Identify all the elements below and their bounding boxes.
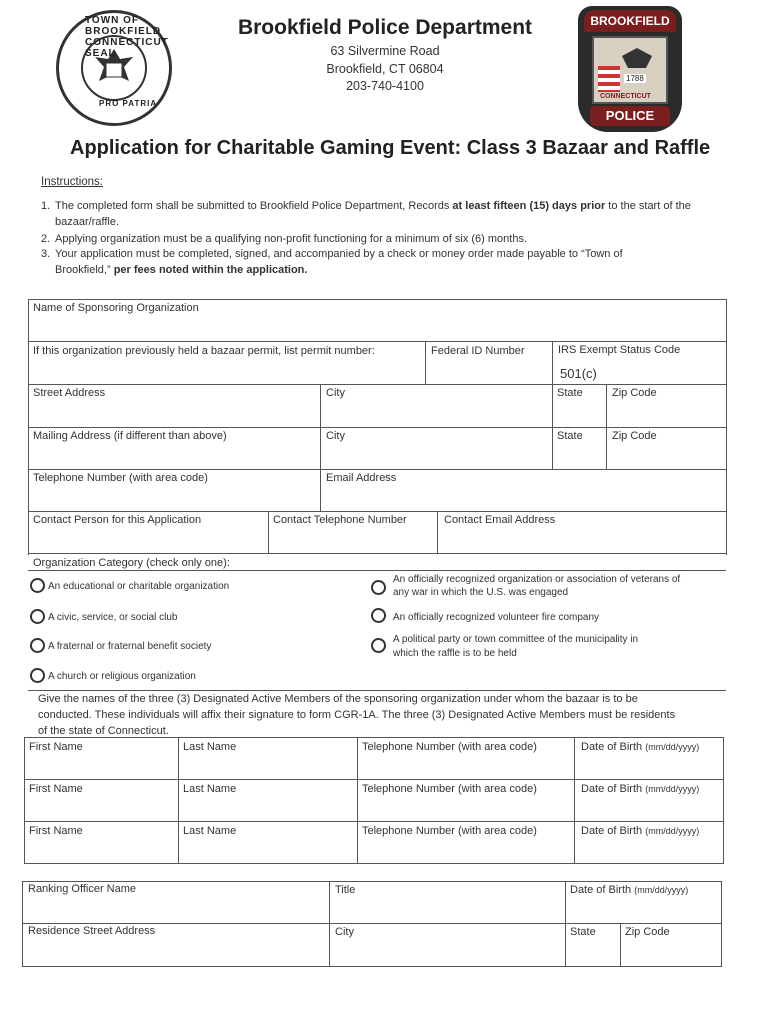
badge-top-text: BROOKFIELD: [584, 10, 676, 32]
rule: [22, 881, 722, 882]
rule: [565, 881, 566, 967]
rule: [606, 384, 607, 469]
category-option-label-cont: any war in which the U.S. was engaged: [393, 587, 569, 598]
rule: [320, 384, 321, 511]
category-radio-educational[interactable]: [30, 578, 45, 593]
rule: [28, 341, 726, 342]
residence-label: Residence Street Address: [28, 925, 156, 937]
department-phone: 203-740-4100: [346, 79, 424, 93]
state-label: State: [557, 387, 583, 399]
members-intro-1: Give the names of the three (3) Designated Active Members of the sponsoring organization under whom the bazaar is to be: [38, 693, 638, 705]
residence-state-label: State: [570, 926, 596, 938]
mailing-city-label: City: [326, 430, 345, 442]
category-radio-civic[interactable]: [30, 609, 45, 624]
category-option-label: An officially recognized volunteer fire company: [393, 612, 600, 623]
mailing-state-label: State: [557, 430, 583, 442]
rule: [28, 299, 726, 300]
telephone-label: Telephone Number (with area code): [33, 472, 208, 484]
instruction-3-cont: Brookfield,” per fees noted within the application.: [55, 264, 308, 276]
federal-id-label: Federal ID Number: [431, 345, 525, 357]
rule: [357, 737, 358, 864]
rule: [22, 966, 722, 967]
category-label: Organization Category (check only one):: [33, 557, 230, 569]
prior-permit-label: If this organization previously held a bazaar permit, list permit number:: [33, 345, 375, 357]
rule: [28, 384, 726, 385]
member2-phone-label: Telephone Number (with area code): [362, 783, 537, 795]
category-option-label: A fraternal or fraternal benefit society: [48, 641, 212, 652]
contact-phone-label: Contact Telephone Number: [273, 514, 407, 526]
rule: [723, 737, 724, 864]
member3-last-label: Last Name: [183, 825, 237, 837]
category-option-label: An educational or charitable organization: [48, 581, 230, 592]
category-radio-church[interactable]: [30, 668, 45, 683]
member2-last-label: Last Name: [183, 783, 237, 795]
ranking-officer-label: Ranking Officer Name: [28, 883, 137, 895]
rule: [268, 511, 269, 553]
rule: [425, 341, 426, 384]
rule: [24, 821, 724, 822]
contact-person-label: Contact Person for this Application: [33, 514, 202, 526]
seal-motto: PRO PATRIA: [99, 99, 158, 108]
seal-ring-text: TOWN OF BROOKFIELD CONNECTICUT SEAL: [85, 15, 169, 59]
rule: [28, 469, 726, 470]
officer-title-label: Title: [335, 884, 356, 896]
rule: [24, 779, 724, 780]
category-radio-political[interactable]: [371, 638, 386, 653]
rule: [552, 341, 553, 469]
rule: [329, 881, 330, 967]
category-radio-fire[interactable]: [371, 608, 386, 623]
member2-dob-label: Date of Birth (mm/dd/yyyy): [581, 783, 700, 795]
city-label: City: [326, 387, 345, 399]
instruction-2: 2. Applying organization must be a qualifying non-profit functioning for a minimum of six (6) months.: [41, 233, 528, 245]
sponsor-name-label: Name of Sponsoring Organization: [33, 302, 199, 314]
mailing-zip-label: Zip Code: [612, 430, 657, 442]
rule: [28, 690, 726, 691]
category-option-label: A church or religious organization: [48, 671, 196, 682]
rule: [28, 570, 726, 571]
member1-last-label: Last Name: [183, 741, 237, 753]
rule: [22, 923, 722, 924]
contact-email-label: Contact Email Address: [444, 514, 556, 526]
rule: [22, 881, 23, 967]
members-intro-2: conducted. These individuals will affix their signature to form CGR-1A. The three (3) Designated Active Members must be residents: [38, 709, 676, 721]
category-option-label-cont: which the raffle is to be held: [393, 648, 517, 659]
irs-value: 501(c): [560, 366, 597, 381]
rule: [574, 737, 575, 864]
category-option-label: A political party or town committee of the municipality in: [393, 634, 639, 645]
officer-dob-label: Date of Birth (mm/dd/yyyy): [570, 884, 689, 896]
member3-first-label: First Name: [29, 825, 83, 837]
street-label: Street Address: [33, 387, 106, 399]
badge-state: CONNECTICUT: [600, 93, 651, 100]
residence-city-label: City: [335, 926, 354, 938]
instruction-1: 1. The completed form shall be submitted to Brookfield Police Department, Records at least fifteen (15) days prior to the start of the: [41, 200, 691, 212]
member1-dob-label: Date of Birth (mm/dd/yyyy): [581, 741, 700, 753]
members-intro-3: of the state of Connecticut.: [38, 725, 169, 737]
rule: [721, 881, 722, 967]
mailing-label: Mailing Address (if different than above): [33, 430, 227, 442]
form-title: Application for Charitable Gaming Event: Class 3 Bazaar and Raffle: [70, 137, 711, 159]
rule: [28, 511, 726, 512]
category-option-label: An officially recognized organization or association of veterans of: [393, 574, 681, 585]
rule: [620, 923, 621, 966]
address-line-2: Brookfield, CT 06804: [326, 62, 444, 76]
instructions-label: Instructions:: [41, 176, 103, 188]
residence-zip-label: Zip Code: [625, 926, 670, 938]
member1-phone-label: Telephone Number (with area code): [362, 741, 537, 753]
rule: [726, 299, 727, 555]
rule: [24, 863, 724, 864]
category-radio-fraternal[interactable]: [30, 638, 45, 653]
email-label: Email Address: [326, 472, 397, 484]
department-name: Brookfield Police Department: [237, 16, 533, 39]
sponsor-name-field[interactable]: [30, 318, 724, 340]
member3-phone-label: Telephone Number (with area code): [362, 825, 537, 837]
zip-label: Zip Code: [612, 387, 657, 399]
address-line-1: 63 Silvermine Road: [330, 44, 440, 58]
irs-status-label: IRS Exempt Status Code: [558, 344, 681, 356]
member1-first-label: First Name: [29, 741, 83, 753]
rule: [24, 737, 25, 864]
rule: [28, 553, 726, 554]
instruction-3: 3. Your application must be completed, signed, and accompanied by a check or money order made payable to “Town of: [41, 248, 623, 260]
category-option-label: A civic, service, or social club: [48, 612, 178, 623]
rule: [437, 511, 438, 553]
member2-first-label: First Name: [29, 783, 83, 795]
member3-dob-label: Date of Birth (mm/dd/yyyy): [581, 825, 700, 837]
rule: [24, 737, 724, 738]
instruction-1-cont: bazaar/raffle.: [55, 216, 120, 228]
rule: [28, 427, 726, 428]
badge-bottom-text: POLICE: [590, 106, 670, 126]
badge-year: 1788: [626, 74, 644, 83]
category-radio-veterans[interactable]: [371, 580, 386, 595]
rule: [178, 737, 179, 864]
